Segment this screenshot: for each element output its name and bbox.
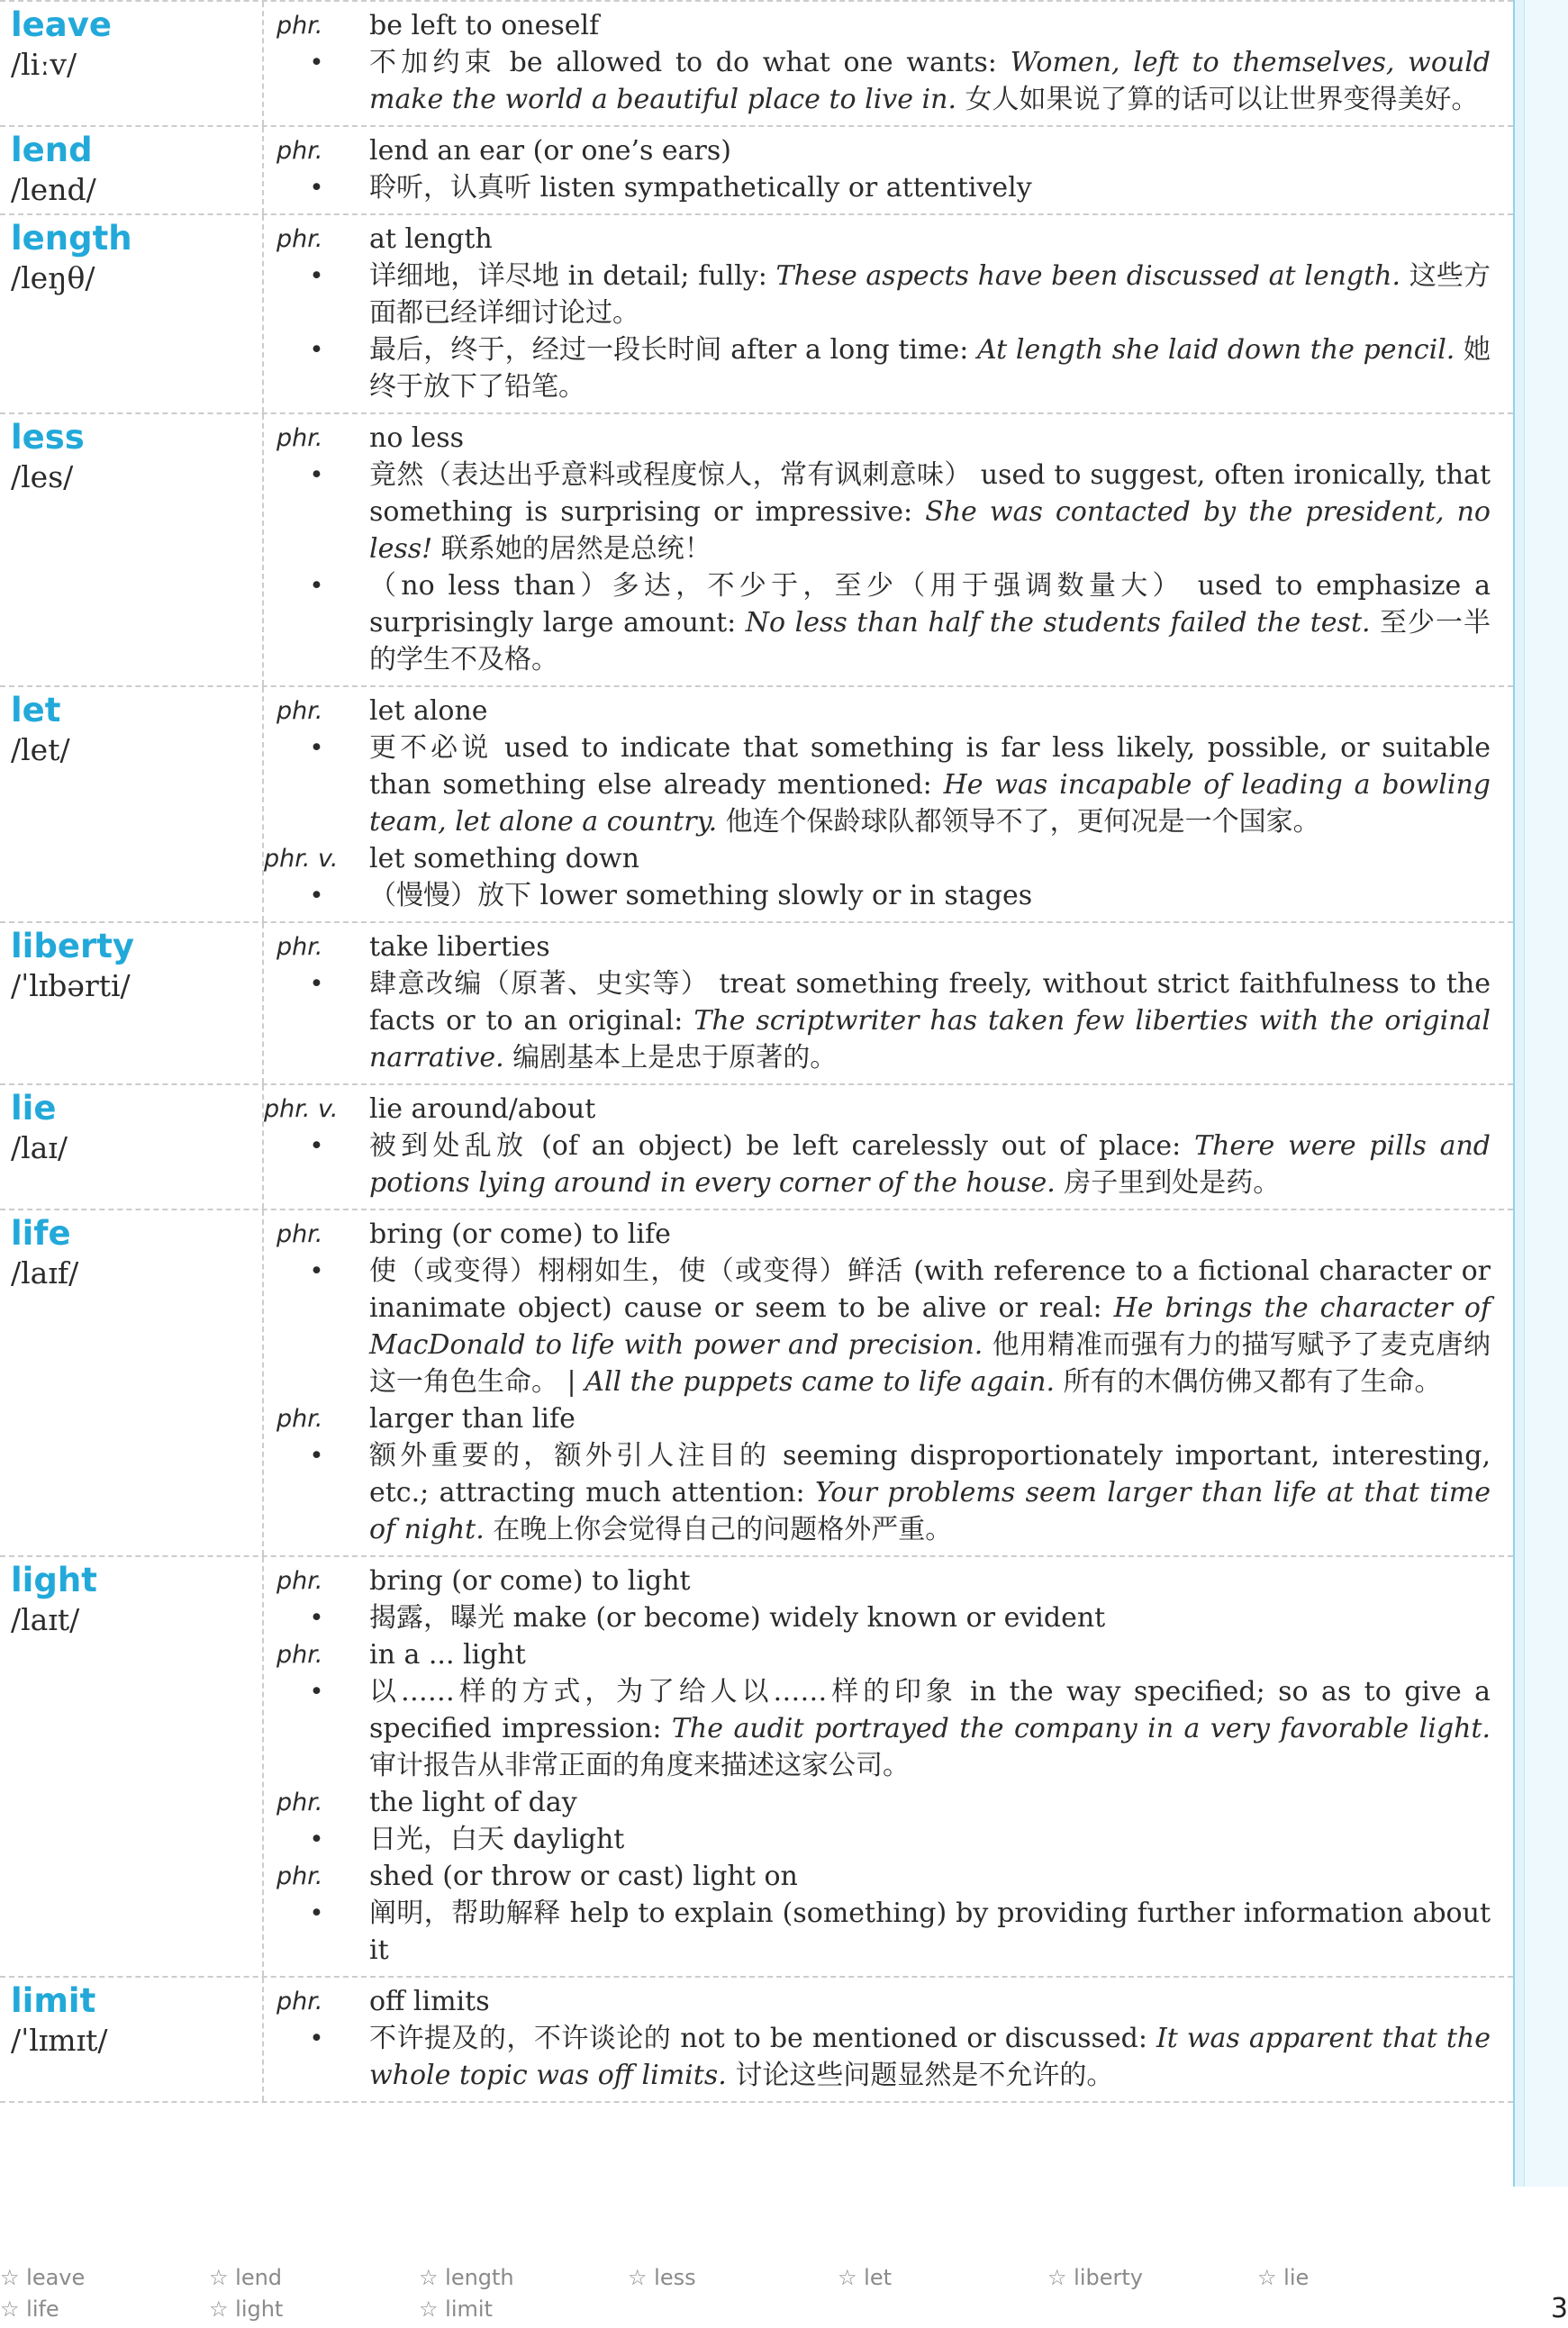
example-translation: 这些方面都已经详细讨论过。	[369, 260, 1491, 329]
sense-phrase-line	[264, 1983, 1491, 2020]
entry-head	[0, 127, 264, 213]
definition-zh: 阐明，帮助解释	[369, 1898, 570, 1929]
entry-head	[0, 1557, 264, 1976]
example-translation: 他用精准而强有力的描写赋予了麦克唐纳这一角色生命。 |	[369, 1329, 1491, 1398]
example-translation: 女人如果说了算的话可以让世界变得美好。	[956, 84, 1479, 115]
entry-length	[0, 215, 1513, 414]
page-number: 3	[1550, 2293, 1568, 2324]
definition	[369, 1437, 1491, 1548]
example-sentence: These aspects have been discussed at length.	[775, 260, 1401, 292]
part-of-speech-label: phr.	[276, 1567, 323, 1595]
example-translation: 他连个保龄球队都领导不了，更何况是一个国家。	[717, 806, 1320, 838]
entry-body	[264, 1085, 1513, 1209]
example-sentence: Your problems seem larger than life at that time of night.	[369, 1477, 1491, 1545]
phrase: larger than life	[369, 1403, 576, 1435]
sense-phrase-line	[264, 928, 1491, 965]
example-sentence: He brings the character of MacDonald to life with power and precision.	[369, 1292, 1491, 1361]
definition-line	[264, 457, 1491, 567]
headword[interactable]: life	[11, 1214, 71, 1253]
phrase: bring (or come) to life	[369, 1218, 671, 1250]
footer-link-row2-1[interactable]: ☆ light	[209, 2296, 284, 2322]
example-sentence: The audit portrayed the company in a very favorable light.	[671, 1713, 1491, 1744]
entry-head	[0, 1210, 264, 1555]
definition	[369, 965, 1491, 1076]
entry-head	[0, 687, 264, 921]
bullet-icon: •	[309, 174, 324, 202]
phrase: take liberties	[369, 931, 550, 963]
headword[interactable]: limit	[11, 1981, 96, 2020]
definition-en: (of an object) be left carelessly out of place:	[541, 1130, 1195, 1162]
phrase: the light of day	[369, 1787, 577, 1818]
definition-en: listen sympathetically or attentively	[539, 172, 1032, 204]
entry-head	[0, 923, 264, 1083]
bullet-icon: •	[309, 1132, 324, 1160]
definition-en: in detail; fully:	[567, 260, 776, 292]
definition-en: not to be mentioned or discussed:	[680, 2023, 1156, 2054]
definition-line	[264, 567, 1491, 678]
definition-en: seeming disproportionately important, interesting, etc.; attracting much attention:	[369, 1440, 1491, 1508]
entry-body	[264, 1210, 1513, 1555]
headword[interactable]: less	[11, 418, 85, 457]
sense-phrase-line	[264, 1858, 1491, 1895]
definition-en: (with reference to a fictional character or inanimate object) cause or seem to be alive or real:	[369, 1255, 1491, 1324]
definition-line	[264, 1253, 1491, 1400]
phrase: let alone	[369, 695, 488, 727]
definition	[369, 1128, 1491, 1201]
phrase: bring (or come) to light	[369, 1565, 691, 1597]
entry-head	[0, 1085, 264, 1209]
sense-phrase-line	[264, 840, 1491, 877]
bullet-icon: •	[309, 1678, 324, 1706]
definition-zh: 肆意改编（原著、史实等）	[369, 968, 720, 1000]
pronunciation: /ˈlɪbərti/	[11, 968, 131, 1003]
bullet-icon: •	[309, 882, 324, 910]
definition-zh: 不加约束	[369, 47, 510, 78]
footer-link-2[interactable]: ☆ length	[419, 2265, 514, 2290]
entry-light	[0, 1557, 1513, 1978]
definition-en: be allowed to do what one wants:	[509, 47, 1011, 78]
part-of-speech-label: phr.	[276, 225, 323, 253]
phrase: no less	[369, 422, 465, 454]
definition-line	[264, 729, 1491, 840]
example-translation: 所有的木偶仿佛又都有了生命。	[1055, 1366, 1442, 1398]
part-of-speech-label: phr.	[276, 933, 323, 961]
entry-body	[264, 923, 1513, 1083]
part-of-speech-label: phr.	[276, 1862, 323, 1890]
entry-limit	[0, 1978, 1513, 2103]
definition-zh: 聆听，认真听	[369, 172, 540, 204]
entry-body	[264, 127, 1513, 213]
footer-nav	[0, 2265, 1568, 2328]
headword[interactable]: lie	[11, 1089, 57, 1128]
bullet-icon: •	[309, 1257, 324, 1285]
example-translation: 讨论这些问题显然是不允许的。	[726, 2060, 1114, 2091]
pronunciation: /les/	[11, 459, 74, 494]
bullet-icon: •	[309, 572, 324, 600]
definition	[369, 1895, 1491, 1969]
definition	[369, 2020, 1491, 2094]
definition-line	[264, 258, 1491, 331]
bullet-icon: •	[309, 1825, 324, 1853]
part-of-speech-label: phr. v.	[264, 1095, 339, 1123]
bullet-icon: •	[309, 1442, 324, 1470]
part-of-speech-label: phr.	[276, 1220, 323, 1248]
phrase: let something down	[369, 843, 639, 874]
part-of-speech-label: phr. v.	[264, 845, 339, 873]
example-sentence: All the puppets came to life again.	[585, 1366, 1056, 1398]
sense-phrase-line	[264, 1784, 1491, 1821]
definition	[369, 567, 1491, 678]
definition-en: used to emphasize a surprisingly large amount:	[369, 570, 1491, 639]
bullet-icon: •	[309, 970, 324, 998]
definition-en: in the way specified; so as to give a specified impression:	[369, 1676, 1491, 1744]
pronunciation: /leŋθ/	[11, 260, 95, 295]
definition-zh: 更不必说	[369, 732, 504, 764]
example-translation: 编剧基本上是忠于原著的。	[503, 1042, 838, 1073]
definition-en: used to suggest, often ironically, that something is surprising or impressive:	[369, 459, 1491, 528]
entry-body	[264, 414, 1513, 685]
example-sentence: Women, left to themselves, would make the world a beautiful place to live in.	[369, 47, 1491, 115]
entry-head	[0, 2, 264, 125]
definition-en: treat something freely, without strict faithfulness to the facts or to an original:	[369, 968, 1491, 1037]
phrase: in a ... light	[369, 1639, 526, 1671]
definition-zh: 最后，终于，经过一段长时间	[369, 334, 731, 366]
definition	[369, 258, 1491, 331]
headword[interactable]: length	[11, 219, 132, 258]
phrase: lend an ear (or one’s ears)	[369, 135, 731, 167]
part-of-speech-label: phr.	[276, 1641, 323, 1669]
entry-liberty	[0, 923, 1513, 1085]
example-translation: 在晚上你会觉得自己的问题格外严重。	[484, 1514, 953, 1545]
pronunciation: /ˈlɪmɪt/	[11, 2023, 108, 2058]
definition	[369, 457, 1491, 567]
entry-body	[264, 1978, 1513, 2101]
example-sentence: She was contacted by the president, no less!	[369, 496, 1491, 565]
entry-head	[0, 215, 264, 412]
sense-phrase-line	[264, 1400, 1491, 1437]
example-translation: 她终于放下了铅笔。	[369, 334, 1491, 403]
pronunciation: /laɪ/	[11, 1130, 68, 1165]
definition-en: daylight	[512, 1824, 625, 1855]
example-translation: 审计报告从非常正面的角度来描述这家公司。	[369, 1750, 910, 1781]
example-sentence: The scriptwriter has taken few liberties with the original narrative.	[369, 1005, 1491, 1073]
sense-phrase-line	[264, 7, 1491, 44]
footer-link-row2-2[interactable]: ☆ limit	[419, 2296, 493, 2322]
phrase: lie around/about	[369, 1093, 596, 1125]
bullet-icon: •	[309, 49, 324, 77]
definition-zh: 竟然（表达出乎意料或程度惊人，常有讽刺意味）	[369, 459, 981, 491]
pronunciation: /laɪf/	[11, 1255, 79, 1291]
definition	[369, 877, 1491, 914]
footer-link-3[interactable]: ☆ less	[628, 2265, 696, 2290]
entry-let	[0, 687, 1513, 923]
bullet-icon: •	[309, 1899, 324, 1927]
bullet-icon: •	[309, 461, 324, 489]
footer-link-5[interactable]: ☆ liberty	[1047, 2265, 1143, 2290]
entry-head	[0, 1978, 264, 2101]
definition-en: used to indicate that something is far less likely, possible, or suitable than something else already mentioned:	[369, 732, 1491, 801]
phrase: off limits	[369, 1986, 490, 2017]
bullet-icon: •	[309, 2025, 324, 2052]
phrase: be left to oneself	[369, 10, 600, 41]
entry-body	[264, 2, 1513, 125]
definition-en: make (or become) widely known or evident	[512, 1602, 1106, 1634]
definition	[369, 169, 1491, 206]
example-sentence: It was apparent that the whole topic was off limits.	[369, 2023, 1491, 2091]
pronunciation: /let/	[11, 732, 70, 767]
headword[interactable]: let	[11, 691, 61, 729]
sidebar-strip	[1513, 0, 1568, 2187]
entry-body	[264, 215, 1513, 412]
definition	[369, 1673, 1491, 1784]
definition-en: help to explain (something) by providing further information about it	[369, 1898, 1491, 1966]
sense-phrase-line	[264, 693, 1491, 729]
definition-zh: 额外重要的，额外引人注目的	[369, 1440, 784, 1472]
definition-line	[264, 1821, 1491, 1858]
sense-phrase-line	[264, 1636, 1491, 1673]
definition-line	[264, 2020, 1491, 2094]
entry-head	[0, 414, 264, 685]
definition-line	[264, 1599, 1491, 1636]
sidebar-strip-inner	[1524, 0, 1568, 2187]
definition-zh: 日光，白天	[369, 1824, 513, 1855]
definition-en: lower something slowly or in stages	[539, 880, 1033, 911]
part-of-speech-label: phr.	[276, 1988, 323, 2015]
headword[interactable]: liberty	[11, 927, 134, 965]
example-translation: 房子里到处是药。	[1055, 1167, 1281, 1199]
definition	[369, 1253, 1491, 1400]
definition	[369, 1599, 1491, 1636]
definition	[369, 44, 1491, 118]
definition-zh: （no less than）多达，不少于，至少（用于强调数量大）	[369, 570, 1198, 602]
definition	[369, 331, 1491, 405]
pronunciation: /lend/	[11, 172, 96, 207]
part-of-speech-label: phr.	[276, 697, 323, 725]
footer-link-row2-0[interactable]: ☆ life	[0, 2296, 59, 2322]
sense-phrase-line	[264, 132, 1491, 169]
part-of-speech-label: phr.	[276, 1405, 323, 1433]
headword[interactable]: leave	[11, 5, 112, 44]
part-of-speech-label: phr.	[276, 1789, 323, 1816]
entry-lend	[0, 127, 1513, 215]
bullet-icon: •	[309, 336, 324, 364]
footer-link-1[interactable]: ☆ lend	[209, 2265, 283, 2290]
phrase: at length	[369, 223, 493, 255]
entry-body	[264, 687, 1513, 921]
sense-phrase-line	[264, 1091, 1491, 1128]
sense-phrase-line	[264, 1563, 1491, 1599]
definition-zh: 被到处乱放	[369, 1130, 542, 1162]
example-sentence: At length she laid down the pencil.	[977, 334, 1455, 366]
entry-body	[264, 1557, 1513, 1976]
definition-line	[264, 331, 1491, 405]
entry-lie	[0, 1085, 1513, 1210]
example-translation: 至少一半的学生不及格。	[369, 607, 1491, 675]
part-of-speech-label: phr.	[276, 424, 323, 452]
definition-zh: 使（或变得）栩栩如生，使（或变得）鲜活	[369, 1255, 914, 1287]
definition-zh: 不许提及的，不许谈论的	[369, 2023, 681, 2054]
bullet-icon: •	[309, 734, 324, 762]
pronunciation: /liːv/	[11, 47, 77, 82]
definition	[369, 729, 1491, 840]
pronunciation: /laɪt/	[11, 1602, 80, 1637]
definition-zh: （慢慢）放下	[369, 880, 540, 911]
footer-link-4[interactable]: ☆ let	[838, 2265, 892, 2290]
definition-line	[264, 1895, 1491, 1969]
example-sentence: No less than half the students failed the test.	[745, 607, 1371, 639]
definition-en: after a long time:	[730, 334, 977, 366]
part-of-speech-label: phr.	[276, 12, 323, 40]
definition-line	[264, 44, 1491, 118]
headword[interactable]: lend	[11, 131, 93, 169]
definition-line	[264, 965, 1491, 1076]
definition-zh: 详细地，详尽地	[369, 260, 568, 292]
definition-zh: 以……样的方式，为了给人以……样的印象	[369, 1676, 971, 1708]
definition-zh: 揭露，曝光	[369, 1602, 513, 1634]
example-sentence: There were pills and potions lying around in every corner of the house.	[369, 1130, 1491, 1199]
part-of-speech-label: phr.	[276, 137, 323, 165]
definition-line	[264, 1128, 1491, 1201]
entry-life	[0, 1210, 1513, 1557]
entry-less	[0, 414, 1513, 687]
definition-line	[264, 877, 1491, 914]
example-sentence: He was incapable of leading a bowling team, let alone a country.	[369, 769, 1491, 838]
footer-link-0[interactable]: ☆ leave	[0, 2265, 86, 2290]
sense-phrase-line	[264, 221, 1491, 258]
sense-phrase-line	[264, 1216, 1491, 1253]
footer-link-6[interactable]: ☆ lie	[1257, 2265, 1310, 2290]
bullet-icon: •	[309, 262, 324, 290]
definition-line	[264, 1673, 1491, 1784]
phrase: shed (or throw or cast) light on	[369, 1861, 798, 1892]
entry-leave	[0, 0, 1513, 127]
headword[interactable]: light	[11, 1561, 97, 1599]
definition-line	[264, 169, 1491, 206]
definition	[369, 1821, 1491, 1858]
sense-phrase-line	[264, 420, 1491, 457]
definition-line	[264, 1437, 1491, 1548]
example-translation: 联系她的居然是总统！	[432, 533, 711, 565]
bullet-icon: •	[309, 1604, 324, 1632]
